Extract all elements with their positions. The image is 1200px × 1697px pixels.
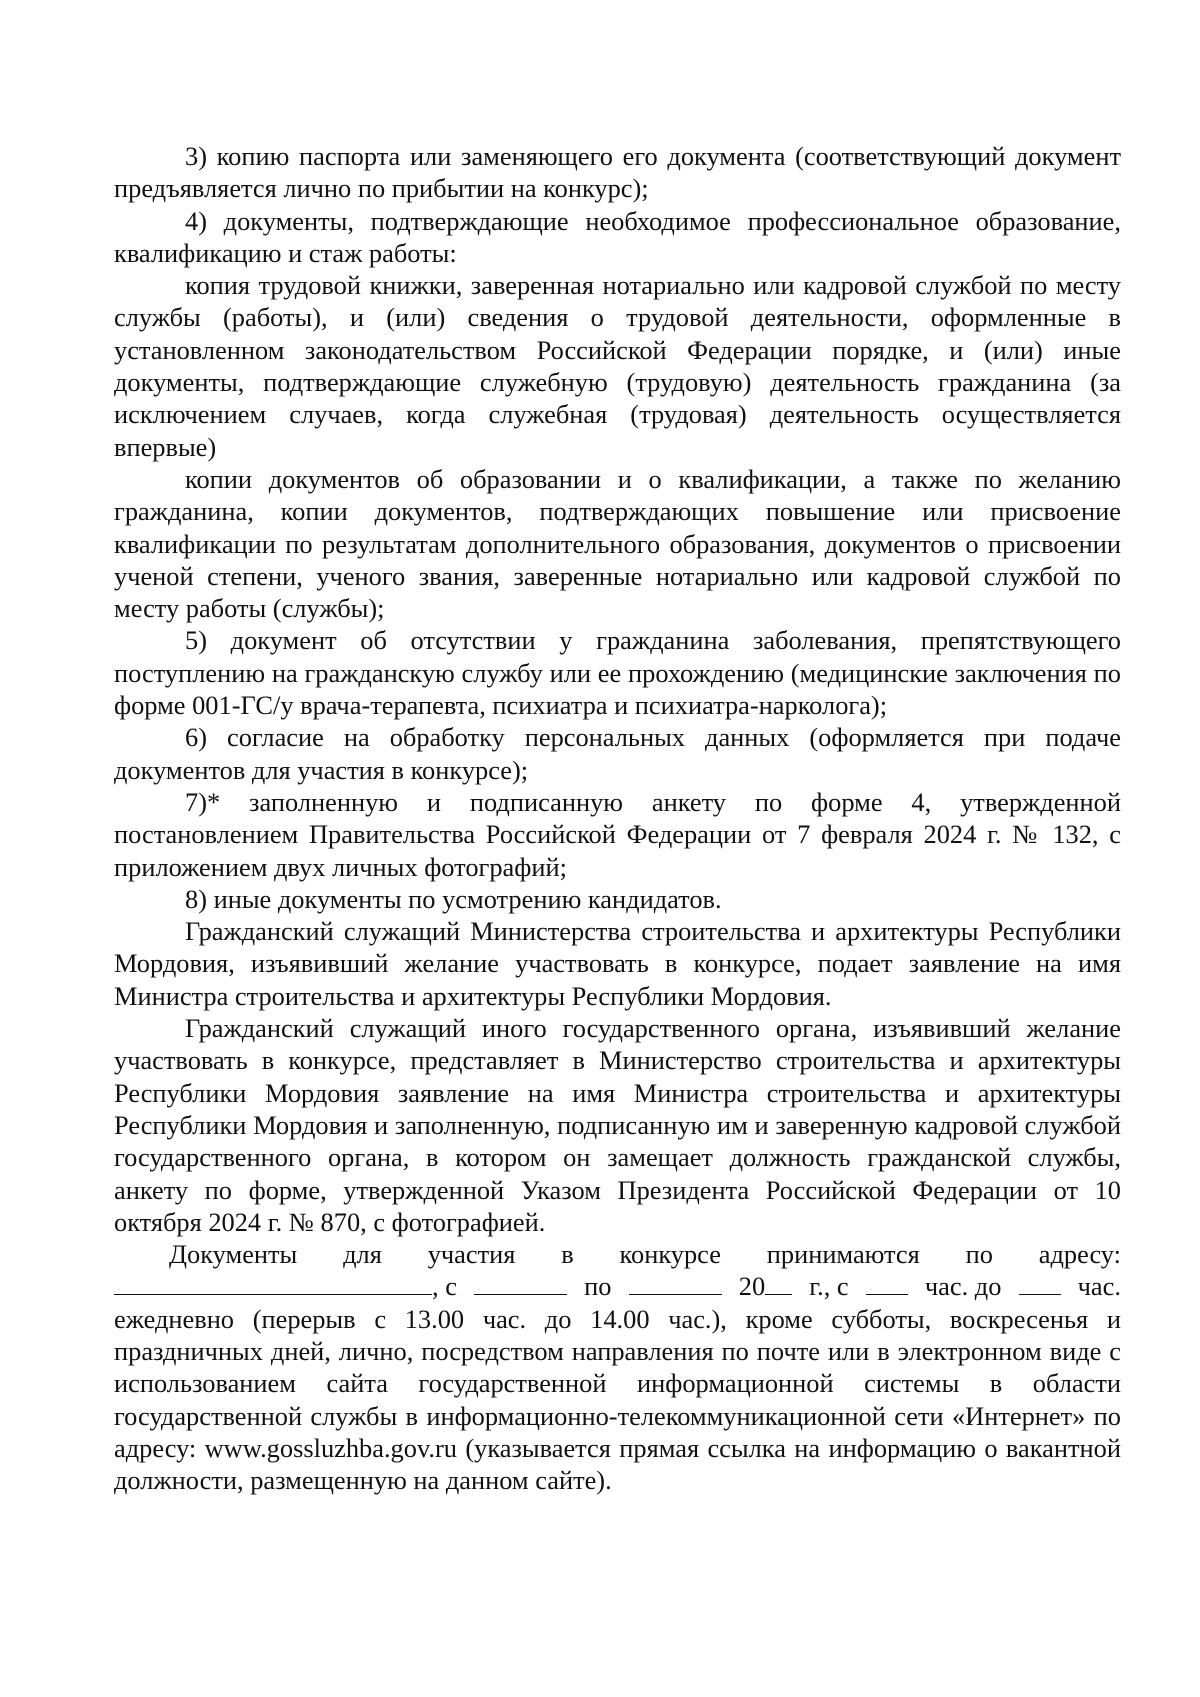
year-prefix: 20 xyxy=(738,1271,766,1302)
other-agency-employee-paragraph: Гражданский служащий иного государственного органа, изъявивший желание участвовать в конкурсе, представляет в Министерство строительства и архитектуры Республики Мордовия заявление на имя Министра строительства и архитектуры Республики Мордовия и заполненную, подписанную им и заверенную кадровой службой государственного органа, в котором он замещает должность гражданской службы, анкету по форме, утвержденной Указом Президента Российской Федерации от 10 октября 2024 г. № 870, с фотографией. xyxy=(114,1013,1121,1237)
item-6-personal-data-consent: 6) согласие на обработку персональных данных (оформляется при подаче документов для участия в конкурсе); xyxy=(114,722,1121,785)
item-7-questionnaire: 7)* заполненную и подписанную анкету по форме 4, утвержденной постановлением Правительства Российской Федерации от 7 февраля 2024 г. № 132, с приложением двух личных фотографий; xyxy=(114,786,1121,882)
address-field-group xyxy=(114,1270,457,1302)
date-to-blank xyxy=(629,1270,722,1295)
hour-to-label: час. до xyxy=(924,1271,1002,1302)
schedule-line xyxy=(114,1270,1121,1302)
hour-to-blank xyxy=(1019,1270,1061,1295)
year-field-group xyxy=(739,1270,792,1302)
ministry-employee-paragraph: Гражданский служащий Министерства строительства и архитектуры Республики Мордовия, изъявивший желание участвовать в конкурсе, подает заявление на имя Министра строительства и архитектуры Республики Мордовия. xyxy=(114,916,1121,1011)
work-record-copy-paragraph: копия трудовой книжки, заверенная нотариально или кадровой службой по месту службы (работы), и (или) сведения о трудовой деятельности, оформленные в установленном законодательством Российской Федерации порядке, и (или) иные документы, подтверждающие служебную (трудовую) деятельность гражданина (за исключением случаев, когда служебная (трудовая) деятельность осуществляется впервые) xyxy=(114,270,1121,462)
year-suffix: г., с xyxy=(809,1271,849,1302)
from-label: , с xyxy=(432,1271,457,1302)
docs-intro: Документы для участия в конкурсе принимаются по адресу: xyxy=(169,1239,1121,1270)
item-4-education-docs: 4) документы, подтверждающие необходимое профессиональное образование, квалификацию и стаж работы: xyxy=(114,205,1121,268)
date-from-blank xyxy=(474,1270,567,1295)
document-body xyxy=(114,140,1121,1496)
item-3-passport: 3) копию паспорта или заменяющего его документа (соответствующий документ предъявляется лично по прибытии на конкурс); xyxy=(114,141,1121,204)
item-8-other-docs: 8) иные документы по усмотрению кандидатов. xyxy=(185,883,722,914)
hour-from-blank xyxy=(866,1270,908,1295)
item-5-medical-certificate: 5) документ об отсутствии у гражданина заболевания, препятствующего поступлению на гражданскую службу или ее прохождению (медицинские заключения по форме 001-ГС/у врача-терапевта, психиатра и психиатра-нарколога); xyxy=(114,625,1121,721)
address-blank xyxy=(114,1270,432,1295)
education-copies-paragraph: копии документов об образовании и о квалификации, а также по желанию гражданина, копии документов, подтверждающих повышение или присвоение квалификации по результатам дополнительного образования, документов о присвоении ученой степени, ученого звания, заверенные нотариально или кадровой службой по месту работы (службы); xyxy=(114,463,1121,624)
to-label: по xyxy=(584,1271,612,1302)
hour-end-label: час. xyxy=(1077,1271,1121,1302)
docs-rest: ежедневно (перерыв с 13.00 час. до 14.00 час.), кроме субботы, воскресенья и праздничных дней, лично, посредством направления по почте или в электронном виде с использованием сайта государственной информационной системы в области государственной службы в информационно-телекоммуникационной сети «Интернет» по адресу: www.gossluzhba.gov.ru (указывается прямая ссылка на информацию о вакантной должности, размещенную на данном сайте). xyxy=(114,1303,1121,1496)
year-blank xyxy=(765,1270,792,1295)
